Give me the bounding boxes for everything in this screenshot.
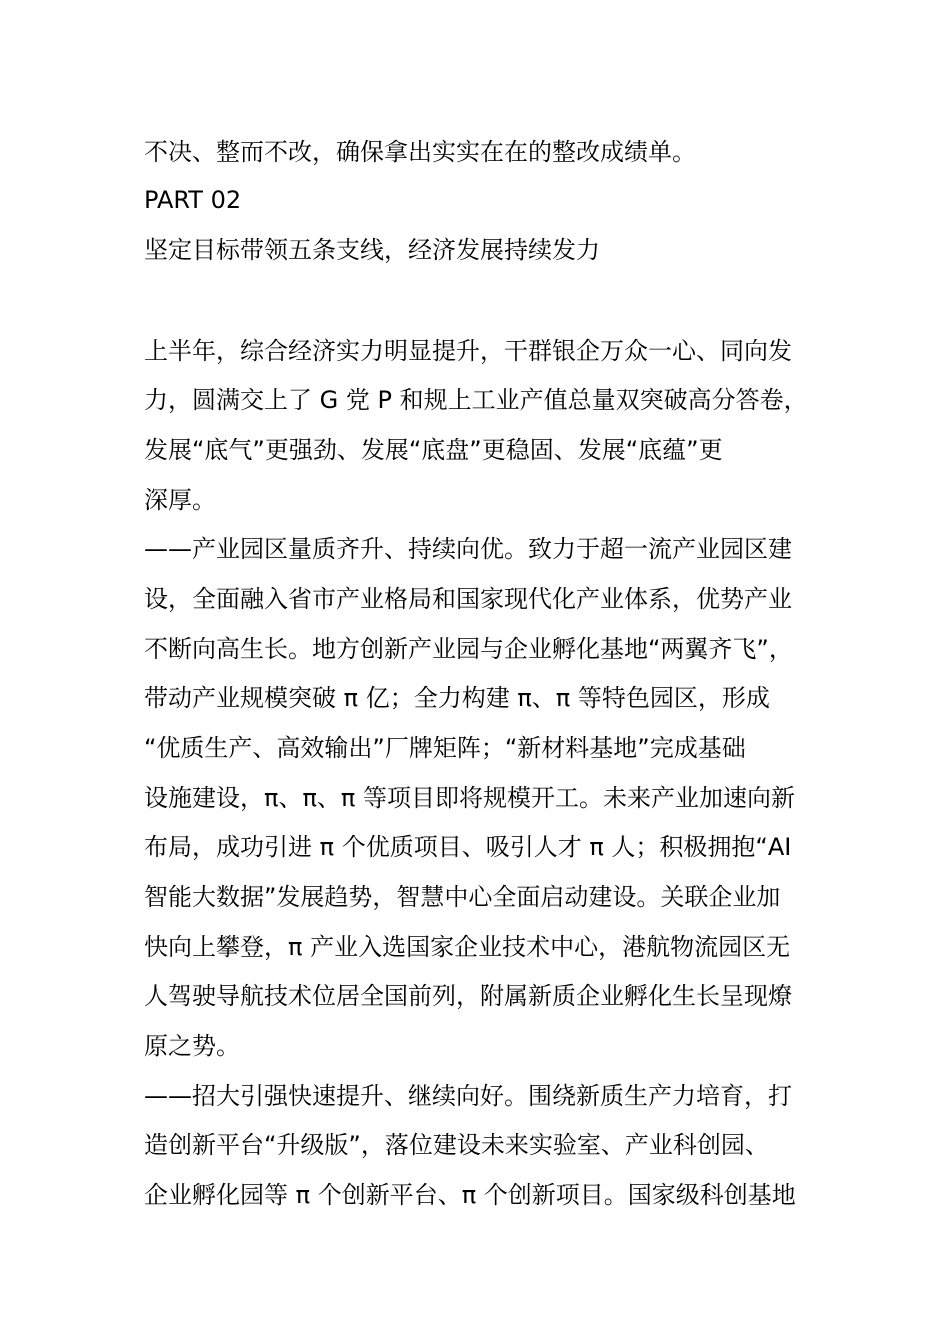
paragraph-line: 深厚。 bbox=[144, 486, 216, 514]
paragraph-line: 设施建设，π、π、π 等项目即将规模开工。未来产业加速向新 bbox=[144, 784, 795, 812]
paragraph-line: 智能大数据”发展趋势，智慧中心全面启动建设。关联企业加 bbox=[144, 883, 781, 911]
paragraph-line: 原之势。 bbox=[144, 1032, 240, 1060]
paragraph-line: 不决、整而不改，确保拿出实实在在的整改成绩单。 bbox=[144, 138, 696, 166]
paragraph-line: 带动产业规模突破 π 亿；全力构建 π、π 等特色园区，形成 bbox=[144, 684, 770, 712]
paragraph-line: 布局，成功引进 π 个优质项目、吸引人才 π 人；积极拥抱“AI bbox=[144, 833, 792, 861]
paragraph-line: 快向上攀登，π 产业入选国家企业技术中心，港航物流园区无 bbox=[144, 933, 791, 961]
paragraph-line: 上半年，综合经济实力明显提升，干群银企万众一心、同向发 bbox=[144, 337, 792, 365]
paragraph-line: 人驾驶导航技术位居全国前列，附属新质企业孵化生长呈现燎 bbox=[144, 982, 792, 1010]
paragraph-line: ——招大引强快速提升、继续向好。围绕新质生产力培育，打 bbox=[144, 1082, 792, 1110]
paragraph-line: 企业孵化园等 π 个创新平台、π 个创新项目。国家级科创基地 bbox=[144, 1181, 796, 1209]
section-label: PART 02 bbox=[144, 186, 242, 214]
paragraph-line: “优质生产、高效输出”厂牌矩阵；“新材料基地”完成基础 bbox=[144, 734, 746, 762]
paragraph-line: 力，圆满交上了 G 党 P 和规上工业产值总量双突破高分答卷， bbox=[144, 386, 808, 414]
paragraph-line: ——产业园区量质齐升、持续向优。致力于超一流产业园区建 bbox=[144, 535, 792, 563]
paragraph-line: 发展“底气”更强劲、发展“底盘”更稳固、发展“底蕴”更 bbox=[144, 436, 723, 464]
paragraph-line: 设，全面融入省市产业格局和国家现代化产业体系，优势产业 bbox=[144, 585, 792, 613]
paragraph-line: 造创新平台“升级版”，落位建设未来实验室、产业科创园、 bbox=[144, 1131, 769, 1159]
paragraph-line: 不断向高生长。地方创新产业园与企业孵化基地“两翼齐飞”， bbox=[144, 635, 793, 663]
section-heading: 坚定目标带领五条支线，经济发展持续发力 bbox=[144, 236, 600, 264]
